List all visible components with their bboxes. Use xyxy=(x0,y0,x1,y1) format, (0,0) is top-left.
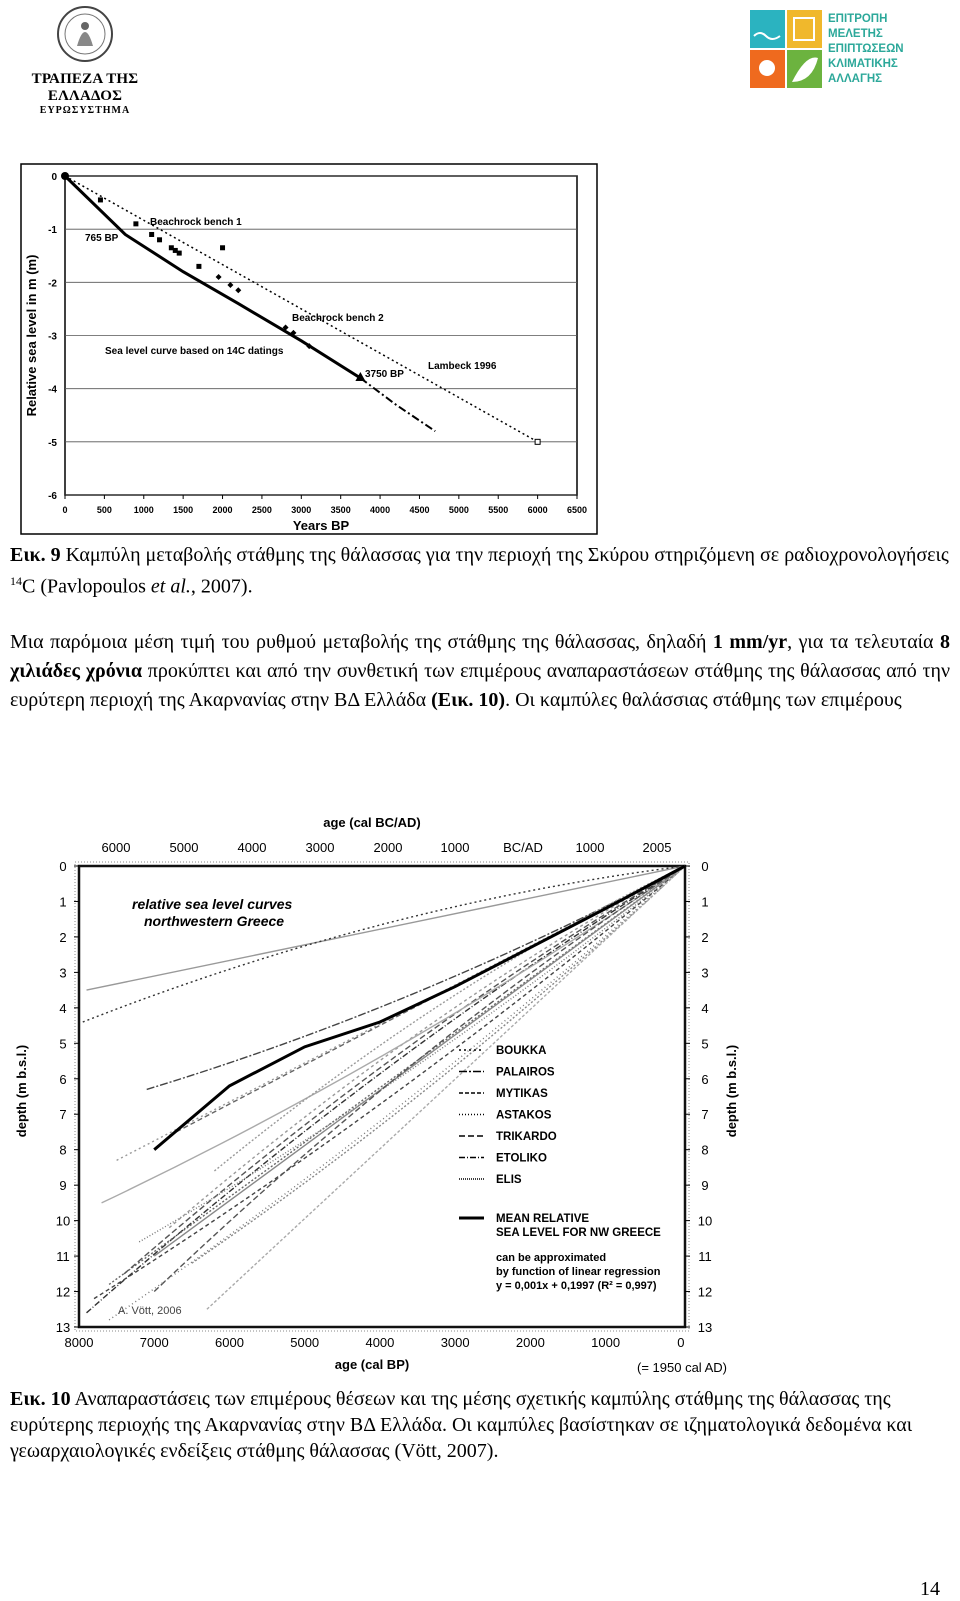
page-number: 14 xyxy=(920,1578,940,1600)
data-point-square xyxy=(157,237,162,242)
chart-title-line-1: relative sea level curves xyxy=(132,896,293,912)
x-tick-label-bottom: 7000 xyxy=(139,1335,169,1350)
y-tick-label: -5 xyxy=(48,437,57,449)
lambeck-end-marker xyxy=(535,439,540,444)
y-tick-label-right: 0 xyxy=(701,859,709,874)
site-curve xyxy=(207,866,685,1309)
legend-label-mean-1: MEAN RELATIVE xyxy=(496,1213,590,1225)
x-tick-label-bottom: 0 xyxy=(677,1335,685,1350)
y-tick-label-right: 3 xyxy=(701,965,709,981)
x-axis-label: age (cal BP) xyxy=(334,1357,410,1372)
chart-annotation: Lambeck 1996 xyxy=(428,361,497,372)
legend-label: MYTIKAS xyxy=(496,1088,548,1100)
y-tick-label: -6 xyxy=(48,491,57,502)
y-tick-label-right: 2 xyxy=(701,929,709,945)
y-tick-label-right: 7 xyxy=(701,1107,709,1123)
legend-label: ELIS xyxy=(496,1174,522,1186)
x-tick-label: 4500 xyxy=(409,505,430,515)
x-note: (= 1950 cal AD) xyxy=(637,1360,727,1375)
y-tick-label-left: 10 xyxy=(55,1213,71,1229)
author-credit: A. Vött, 2006 xyxy=(118,1305,182,1317)
body-paragraph: Μια παρόμοια μέση τιμή του ρυθμού μεταβολής της στάθμης της θάλασσας, δηλαδή 1 mm/yr, για τα τελευταία 8 χιλιάδες χρόνια προκύπτει και από την συνθετική των επιμέρους αναπαραστάσεων στάθμης της θάλασσας από την ευρύτερη περιοχή της Ακαρνανίας στην ΒΔ Ελλάδα (Εικ. 10). Οι καμπύλες θαλάσσιας στάθμης των επιμέρους xyxy=(10,631,951,711)
chart-annotation: Sea level curve based on 14C datings xyxy=(105,346,284,357)
y-tick-label: -3 xyxy=(48,331,57,343)
legend-label: ASTAKOS xyxy=(496,1109,552,1122)
figure-9-chart xyxy=(20,163,598,535)
x-tick-label-top: 3000 xyxy=(305,840,335,855)
y-tick-label-right: 4 xyxy=(701,1000,709,1016)
y-tick-label: 0 xyxy=(51,172,57,183)
y-tick-label-left: 9 xyxy=(59,1178,67,1194)
x-tick-label-top: 6000 xyxy=(101,840,131,855)
chart-annotation: Beachrock bench 1 xyxy=(150,217,242,228)
x-tick-label-top: 1000 xyxy=(575,840,605,855)
y-tick-label: -2 xyxy=(48,278,57,290)
x-tick-label-bottom: 5000 xyxy=(290,1335,320,1350)
climate-committee-logo xyxy=(750,10,960,94)
y-tick-label-right: 5 xyxy=(701,1036,709,1052)
y-tick-label-right: 10 xyxy=(697,1213,713,1229)
y-tick-label-right: 8 xyxy=(701,1142,709,1158)
y-tick-label-left: 3 xyxy=(59,965,67,981)
y-tick-label-left: 11 xyxy=(56,1249,70,1265)
x-tick-label: 5500 xyxy=(488,505,509,515)
x-tick-label: 2000 xyxy=(212,505,233,515)
y-tick-label-left: 2 xyxy=(59,929,67,945)
data-point-square xyxy=(98,197,103,202)
y-tick-label: -1 xyxy=(48,225,57,237)
x-tick-label: 6000 xyxy=(527,505,548,515)
committee-name: ΕΠΙΤΡΟΠΗ ΜΕΛΕΤΗΣ ΕΠΙΠΤΩΣΕΩΝ ΚΛΙΜΑΤΙΚΗΣ ΑΛΛΑΓΗΣ xyxy=(828,13,904,85)
chart-annotation: 3750 BP xyxy=(365,369,404,380)
x-tick-label: 1000 xyxy=(133,505,154,515)
x-tick-label-top: 1000 xyxy=(440,840,470,855)
x-tick-label: 2500 xyxy=(251,505,272,515)
x-tick-label: 1500 xyxy=(173,505,194,515)
y-tick-label-right: 9 xyxy=(701,1178,709,1194)
y-tick-label-left: 7 xyxy=(59,1107,67,1123)
y-tick-label-left: 0 xyxy=(59,859,67,874)
chart-annotation: 765 BP xyxy=(85,233,119,244)
x-tick-label: 3000 xyxy=(291,505,312,515)
x-tick-label-bottom: 1000 xyxy=(591,1335,621,1350)
regression-note-2: by function of linear regression xyxy=(496,1266,661,1278)
figure-10-chart xyxy=(14,806,746,1382)
bank-name: ΤΡΑΠΕΖΑ ΤΗΣ ΕΛΛΑΔΟΣ xyxy=(31,71,139,104)
y-tick-label-right: 13 xyxy=(697,1320,713,1335)
site-curve xyxy=(83,866,685,1022)
y-tick-label-left: 12 xyxy=(55,1284,71,1300)
x2-axis-label: age (cal BC/AD) xyxy=(323,815,421,830)
x-tick-label-top: 2000 xyxy=(373,840,403,855)
y-tick-label-right: 6 xyxy=(701,1071,709,1087)
y-tick-label-right: 12 xyxy=(697,1284,713,1300)
x-axis-label: Years BP xyxy=(292,518,350,533)
x-tick-label-bottom: 4000 xyxy=(365,1335,395,1350)
chart-title-line-2: northwestern Greece xyxy=(144,913,285,929)
y-tick-label-left: 8 xyxy=(59,1142,67,1158)
x-tick-label: 6500 xyxy=(566,505,588,515)
y-tick-label: -4 xyxy=(48,384,57,396)
x-tick-label-bottom: 6000 xyxy=(215,1335,244,1350)
y-axis-label-left: depth (m b.s.l.) xyxy=(14,1044,29,1138)
committee-emblem-icon xyxy=(750,10,822,90)
x-tick-label-top: 5000 xyxy=(169,840,199,855)
y-axis-label-right: depth (m b.s.l.) xyxy=(724,1044,739,1138)
figure-9-caption: Εικ. 9 Καμπύλη μεταβολής στάθμης της θάλασσας για την περιοχή της Σκύρου στηριζόμενη σε ραδιοχρονολογήσεις $^{14}$C (Pavlopoulos et al., 2007). xyxy=(10,544,949,598)
x-tick-label-top: 2005 xyxy=(642,840,672,855)
data-point-square xyxy=(220,245,225,250)
x-tick-label: 3500 xyxy=(330,505,351,515)
legend-label: BOUKKA xyxy=(496,1045,547,1057)
site-curve xyxy=(87,866,685,1313)
x-tick-label-bottom: 8000 xyxy=(64,1335,94,1350)
x-tick-label: 5000 xyxy=(448,505,469,515)
x-tick-label: 500 xyxy=(96,505,112,515)
regression-equation: y = 0,001x + 0,1997 (R² = 0,997) xyxy=(496,1280,657,1292)
regression-note-1: can be approximated xyxy=(496,1252,607,1264)
data-point-square xyxy=(196,264,201,269)
bank-seal-icon xyxy=(55,4,115,64)
y-tick-label-left: 5 xyxy=(59,1036,67,1052)
y-tick-label-left: 4 xyxy=(59,1000,67,1016)
data-point-square xyxy=(149,232,154,237)
x-tick-label-top: 4000 xyxy=(237,840,267,855)
y-tick-label-left: 6 xyxy=(59,1071,67,1087)
chart-annotation: Beachrock bench 2 xyxy=(292,313,384,324)
x-tick-label-bottom: 2000 xyxy=(515,1335,545,1350)
legend-label: ETOLIKO xyxy=(496,1152,547,1165)
legend-label: PALAIROS xyxy=(496,1066,555,1079)
bank-subtitle: ΕΥΡΩΣΥΣΤΗΜΑ xyxy=(39,105,131,116)
figure-10-caption: Εικ. 10 Αναπαραστάσεις των επιμέρους θέσεων και της μέσης σχετικής καμπύλης στάθμης της θάλασσας της ευρύτερης περιοχής της Ακαρνανίας στην ΒΔ Ελλάδα. Οι καμπύλες βασίστηκαν σε ιζηματολογικά δεδομένα και γεωαρχαιολογικές ενδείξεις στάθμης θάλασσας (Vött, 2007). xyxy=(10,1388,913,1462)
x-tick-label: 4000 xyxy=(370,505,391,515)
legend-label-mean-2: SEA LEVEL FOR NW GREECE xyxy=(496,1227,661,1239)
y-tick-label-left: 13 xyxy=(55,1320,71,1335)
y-tick-label-right: 11 xyxy=(698,1249,712,1265)
x-tick-label: 0 xyxy=(62,505,68,515)
data-point-square xyxy=(133,221,138,226)
x-tick-label-bottom: 3000 xyxy=(440,1335,470,1350)
y-tick-label-right: 1 xyxy=(701,894,709,910)
legend-label: TRIKARDO xyxy=(496,1131,557,1143)
x-tick-label-top: BC/AD xyxy=(503,840,543,855)
y-tick-label-left: 1 xyxy=(59,894,67,910)
y-axis-label: Relative sea level in m (m) xyxy=(24,254,39,417)
bank-of-greece-logo xyxy=(0,4,170,116)
data-point-square xyxy=(177,251,182,256)
origin-marker xyxy=(61,172,69,180)
